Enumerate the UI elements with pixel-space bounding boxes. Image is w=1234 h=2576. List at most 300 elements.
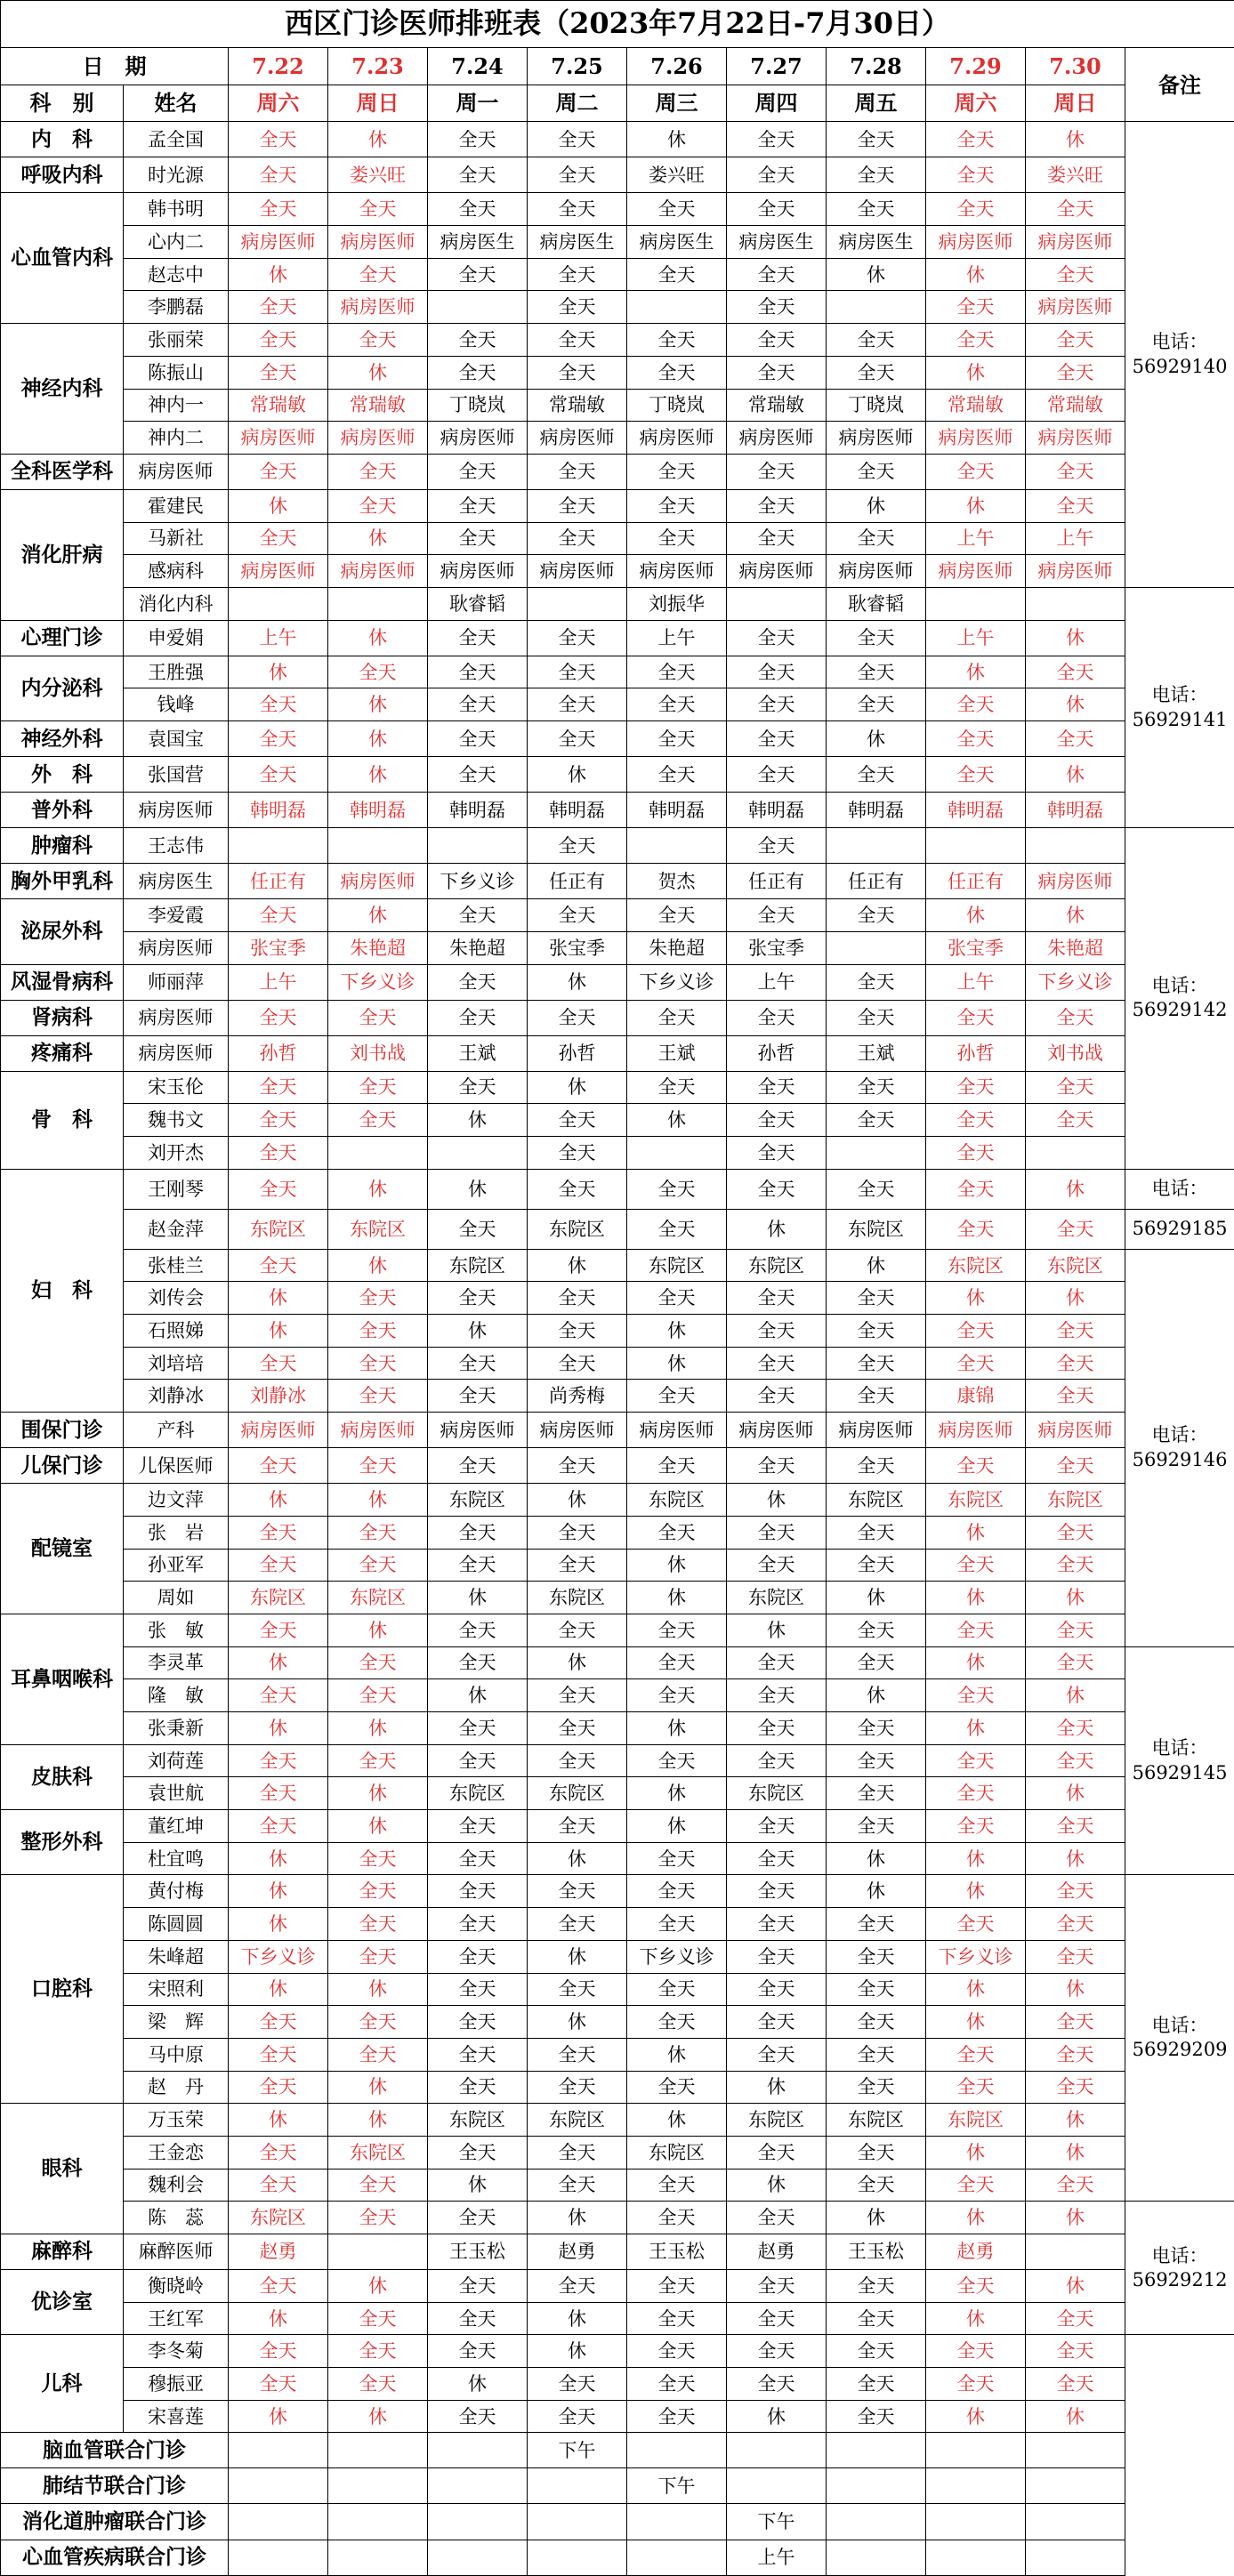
shift-cell [229, 2468, 328, 2504]
shift-cell: 病房医师 [328, 422, 428, 455]
shift-cell [328, 2468, 428, 2504]
shift-cell: 全天 [926, 157, 1026, 193]
shift-cell: 全天 [229, 1810, 328, 1843]
shift-cell: 全天 [827, 324, 926, 357]
shift-cell: 休 [428, 1679, 528, 1712]
shift-cell: 全天 [926, 1549, 1026, 1582]
doctor-name: 产科 [124, 1413, 229, 1448]
doctor-row [1, 620, 1234, 656]
doctor-row [1, 2270, 1234, 2303]
shift-cell [229, 2433, 328, 2468]
shift-cell: 全天 [1026, 1646, 1125, 1679]
shift-cell: 全天 [727, 2368, 827, 2401]
shift-cell: 休 [528, 2302, 627, 2335]
shift-cell: 休 [229, 1842, 328, 1875]
shift-cell: 全天 [627, 1209, 727, 1249]
shift-cell: 全天 [528, 489, 627, 522]
shift-cell: 休 [827, 721, 926, 757]
shift-cell [328, 2540, 428, 2576]
shift-cell: 全天 [1026, 1209, 1125, 1249]
shift-cell: 全天 [528, 1908, 627, 1941]
shift-cell [727, 2433, 827, 2468]
shift-cell: 休 [727, 2071, 827, 2104]
department-name: 风湿骨病科 [1, 964, 124, 1000]
shift-cell: 休 [827, 1249, 926, 1282]
doctor-row [1, 122, 1234, 157]
shift-cell [827, 828, 926, 864]
shift-cell [627, 291, 727, 324]
shift-cell: 休 [528, 2006, 627, 2039]
shift-cell: 东院区 [328, 1582, 428, 1614]
shift-cell: 全天 [1026, 1315, 1125, 1348]
department-name: 心血管内科 [1, 193, 124, 324]
doctor-row [1, 1448, 1234, 1484]
shift-cell: 全天 [727, 1104, 827, 1137]
shift-cell: 全天 [926, 1744, 1026, 1777]
shift-cell: 全天 [727, 454, 827, 489]
shift-cell: 全天 [827, 1810, 926, 1843]
shift-cell: 休 [926, 1582, 1026, 1614]
shift-cell [428, 2504, 528, 2540]
shift-cell: 休 [528, 1071, 627, 1104]
doctor-row [1, 721, 1234, 757]
shift-cell: 东院区 [229, 1582, 328, 1614]
doctor-row [1, 324, 1234, 357]
shift-cell: 全天 [229, 2270, 328, 2303]
phone-note: 电话：56929212 [1125, 2202, 1234, 2335]
doctor-name: 刘培培 [124, 1347, 229, 1380]
department-name: 呼吸内科 [1, 157, 124, 193]
shift-cell: 上午 [926, 964, 1026, 1000]
shift-cell: 全天 [428, 721, 528, 757]
doctor-row [1, 2302, 1234, 2335]
note-label: 备注 [1125, 48, 1234, 122]
shift-cell: 全天 [926, 1679, 1026, 1712]
shift-cell: 全天 [827, 1282, 926, 1315]
shift-cell [428, 2540, 528, 2576]
shift-cell: 朱艳超 [627, 931, 727, 964]
shift-cell: 全天 [528, 2169, 627, 2202]
doctor-name: 李灵革 [124, 1646, 229, 1679]
shift-cell: 休 [627, 1582, 727, 1614]
shift-cell: 全天 [428, 1347, 528, 1380]
shift-cell: 休 [328, 1614, 428, 1646]
doctor-row [1, 2104, 1234, 2137]
shift-cell: 全天 [428, 157, 528, 193]
shift-cell: 全天 [328, 324, 428, 357]
doctor-row [1, 522, 1234, 555]
shift-cell: 全天 [428, 1908, 528, 1941]
shift-cell: 全天 [528, 1810, 627, 1843]
joint-clinic-name: 脑血管联合门诊 [1, 2433, 229, 2468]
shift-cell: 全天 [528, 122, 627, 157]
shift-cell: 全天 [1026, 1744, 1125, 1777]
doctor-name: 黄付梅 [124, 1875, 229, 1908]
shift-cell: 全天 [627, 1842, 727, 1875]
doctor-name: 病房医师 [124, 793, 229, 828]
shift-cell: 全天 [328, 1679, 428, 1712]
shift-cell: 任正有 [229, 864, 328, 899]
shift-cell: 韩明磊 [827, 793, 926, 828]
shift-cell: 全天 [328, 1908, 428, 1941]
shift-cell: 全天 [827, 1712, 926, 1745]
doctor-name: 陈 蕊 [124, 2202, 229, 2234]
doctor-row [1, 1875, 1234, 1908]
shift-cell: 尚秀梅 [528, 1380, 627, 1413]
shift-cell: 休 [328, 122, 428, 157]
shift-cell: 东院区 [727, 1582, 827, 1614]
doctor-row [1, 2169, 1234, 2202]
shift-cell: 全天 [528, 1516, 627, 1549]
doctor-name: 韩书明 [124, 193, 229, 226]
shift-cell: 全天 [229, 1347, 328, 1380]
shift-cell: 病房医师 [1026, 226, 1125, 259]
shift-cell: 休 [627, 2104, 727, 2137]
shift-cell: 全天 [428, 1842, 528, 1875]
shift-cell: 休 [528, 1940, 627, 1973]
department-name: 整形外科 [1, 1810, 124, 1875]
shift-cell: 病房医师 [328, 1413, 428, 1448]
shift-cell: 全天 [229, 1516, 328, 1549]
shift-cell: 全天 [926, 324, 1026, 357]
shift-cell: 东院区 [428, 1777, 528, 1810]
shift-cell: 全天 [229, 522, 328, 555]
shift-cell: 全天 [528, 356, 627, 389]
shift-cell: 全天 [627, 2071, 727, 2104]
shift-cell [428, 1136, 528, 1169]
shift-cell: 全天 [1026, 2006, 1125, 2039]
shift-cell: 下午 [627, 2468, 727, 2504]
shift-cell: 全天 [229, 291, 328, 324]
shift-cell: 全天 [727, 1842, 827, 1875]
department-name: 肾病科 [1, 1000, 124, 1035]
shift-cell: 休 [328, 620, 428, 656]
shift-cell: 全天 [528, 2270, 627, 2303]
shift-cell: 上午 [727, 2540, 827, 2576]
shift-cell: 全天 [827, 1973, 926, 2006]
shift-cell: 休 [528, 964, 627, 1000]
doctor-name: 衡晓岭 [124, 2270, 229, 2303]
shift-cell: 病房医师 [727, 422, 827, 455]
doctor-row [1, 157, 1234, 193]
shift-cell: 全天 [229, 1744, 328, 1777]
shift-cell: 常瑞敏 [926, 389, 1026, 422]
shift-cell: 下乡义诊 [627, 1940, 727, 1973]
shift-cell [328, 2433, 428, 2468]
shift-cell: 休 [926, 258, 1026, 291]
doctor-row [1, 656, 1234, 688]
shift-cell: 全天 [229, 2071, 328, 2104]
shift-cell: 全天 [528, 1104, 627, 1137]
shift-cell: 韩明磊 [229, 793, 328, 828]
doctor-row [1, 1347, 1234, 1380]
doctor-row [1, 1209, 1234, 1249]
doctor-row [1, 828, 1234, 864]
phone-note: 56929185 [1125, 1209, 1234, 1249]
doctor-name: 时光源 [124, 157, 229, 193]
doctor-name: 宋照利 [124, 1973, 229, 2006]
doctor-row [1, 1484, 1234, 1517]
shift-cell: 全天 [1026, 1940, 1125, 1973]
shift-cell: 朱艳超 [328, 931, 428, 964]
shift-cell: 全天 [1026, 489, 1125, 522]
shift-cell: 全天 [827, 2071, 926, 2104]
shift-cell: 全天 [428, 356, 528, 389]
shift-cell: 休 [926, 1712, 1026, 1745]
shift-cell: 全天 [229, 688, 328, 721]
shift-cell: 全天 [727, 757, 827, 793]
doctor-name: 梁 辉 [124, 2006, 229, 2039]
shift-cell: 上午 [727, 964, 827, 1000]
shift-cell: 休 [1026, 1169, 1125, 1209]
shift-cell: 东院区 [1026, 1249, 1125, 1282]
phone-note: 电话：56929209 [1125, 1875, 1234, 2202]
shift-cell: 休 [827, 258, 926, 291]
joint-clinic-name: 心血管疾病联合门诊 [1, 2540, 229, 2576]
shift-cell: 全天 [328, 1315, 428, 1348]
shift-cell: 休 [926, 2202, 1026, 2234]
shift-cell [827, 1136, 926, 1169]
doctor-name: 马新社 [124, 522, 229, 555]
doctor-name: 病房医师 [124, 1000, 229, 1035]
department-name: 口腔科 [1, 1875, 124, 2104]
shift-cell: 全天 [229, 1448, 328, 1484]
shift-cell: 全天 [926, 2270, 1026, 2303]
shift-cell: 赵勇 [926, 2234, 1026, 2270]
schedule-body [1, 1, 1234, 2576]
doctor-row [1, 1712, 1234, 1745]
shift-cell: 休 [328, 1249, 428, 1282]
department-name: 内 科 [1, 122, 124, 157]
doctor-row [1, 1169, 1234, 1209]
shift-cell: 休 [827, 1679, 926, 1712]
shift-cell: 休 [627, 1104, 727, 1137]
department-name: 肿瘤科 [1, 828, 124, 864]
shift-cell: 休 [229, 1973, 328, 2006]
doctor-row [1, 931, 1234, 964]
doctor-name: 周如 [124, 1582, 229, 1614]
shift-cell: 全天 [1026, 454, 1125, 489]
shift-cell: 病房医生 [827, 226, 926, 259]
shift-cell: 全天 [827, 2368, 926, 2401]
shift-cell [528, 2504, 627, 2540]
shift-cell: 病房医师 [627, 1413, 727, 1448]
shift-cell: 东院区 [627, 1249, 727, 1282]
shift-cell [229, 2540, 328, 2576]
shift-cell: 全天 [727, 1875, 827, 1908]
shift-cell: 全天 [229, 757, 328, 793]
shift-cell: 全天 [229, 193, 328, 226]
department-name: 儿保门诊 [1, 1448, 124, 1484]
shift-cell: 病房医师 [627, 422, 727, 455]
shift-cell: 下乡义诊 [229, 1940, 328, 1973]
phone-note: 电话：56929140 [1125, 122, 1234, 588]
shift-cell: 全天 [428, 1744, 528, 1777]
shift-cell: 全天 [827, 1448, 926, 1484]
shift-cell: 全天 [827, 1071, 926, 1104]
shift-cell: 全天 [528, 324, 627, 357]
shift-cell: 全天 [926, 193, 1026, 226]
shift-cell: 张宝季 [528, 931, 627, 964]
shift-cell: 全天 [229, 1777, 328, 1810]
shift-cell: 休 [727, 1484, 827, 1517]
doctor-row [1, 2368, 1234, 2401]
shift-cell: 全天 [727, 1908, 827, 1941]
header-date: 7.22 [229, 48, 328, 85]
shift-cell: 常瑞敏 [1026, 389, 1125, 422]
shift-cell: 休 [229, 656, 328, 688]
doctor-row [1, 1582, 1234, 1614]
doctor-name: 李鹏磊 [124, 291, 229, 324]
shift-cell [1026, 2540, 1125, 2576]
shift-cell: 休 [1026, 2400, 1125, 2433]
header-weekday: 周六 [229, 85, 328, 122]
shift-cell: 休 [229, 1484, 328, 1517]
shift-cell: 休 [328, 1484, 428, 1517]
shift-cell: 全天 [328, 1000, 428, 1035]
doctor-name: 宋喜莲 [124, 2400, 229, 2433]
shift-cell: 全天 [926, 1777, 1026, 1810]
shift-cell: 全天 [627, 1071, 727, 1104]
shift-cell: 病房医师 [229, 226, 328, 259]
department-name: 内分泌科 [1, 656, 124, 720]
shift-cell: 孙哲 [229, 1035, 328, 1071]
doctor-row [1, 1249, 1234, 1282]
shift-cell: 全天 [827, 1614, 926, 1646]
shift-cell: 全天 [926, 1000, 1026, 1035]
shift-cell: 全天 [428, 2335, 528, 2368]
shift-cell: 休 [328, 1777, 428, 1810]
doctor-name: 刘荷莲 [124, 1744, 229, 1777]
shift-cell: 全天 [229, 2169, 328, 2202]
shift-cell: 病房医生 [627, 226, 727, 259]
shift-cell: 全天 [428, 757, 528, 793]
shift-cell: 东院区 [328, 1209, 428, 1249]
shift-cell: 全天 [528, 2136, 627, 2169]
doctor-row [1, 422, 1234, 455]
shift-cell [328, 1136, 428, 1169]
shift-cell: 休 [428, 1169, 528, 1209]
joint-clinic-name: 肺结节联合门诊 [1, 2468, 229, 2504]
department-name: 全科医学科 [1, 454, 124, 489]
shift-cell [827, 931, 926, 964]
shift-cell: 全天 [627, 2006, 727, 2039]
shift-cell: 休 [528, 1249, 627, 1282]
doctor-name: 石照娣 [124, 1315, 229, 1348]
header-weekday: 周四 [727, 85, 827, 122]
shift-cell [627, 2540, 727, 2576]
shift-cell: 休 [627, 1712, 727, 1745]
department-name: 眼科 [1, 2104, 124, 2234]
shift-cell: 全天 [727, 1679, 827, 1712]
shift-cell: 全天 [229, 1136, 328, 1169]
header-weekday: 周二 [528, 85, 627, 122]
shift-cell [827, 2468, 926, 2504]
shift-cell: 全天 [1026, 1875, 1125, 1908]
shift-cell: 下乡义诊 [1026, 964, 1125, 1000]
shift-cell: 全天 [627, 2400, 727, 2433]
shift-cell: 病房医师 [229, 1413, 328, 1448]
shift-cell: 全天 [926, 454, 1026, 489]
shift-cell: 休 [328, 2400, 428, 2433]
shift-cell: 东院区 [926, 1249, 1026, 1282]
shift-cell: 休 [1026, 1679, 1125, 1712]
shift-cell [827, 2540, 926, 2576]
doctor-name: 朱峰超 [124, 1940, 229, 1973]
shift-cell: 全天 [1026, 1712, 1125, 1745]
shift-cell: 病房医师 [328, 291, 428, 324]
header-date: 7.24 [428, 48, 528, 85]
shift-cell: 全天 [528, 620, 627, 656]
shift-cell: 全天 [627, 356, 727, 389]
shift-cell: 东院区 [727, 1777, 827, 1810]
shift-cell: 全天 [528, 2038, 627, 2071]
shift-cell: 全天 [627, 454, 727, 489]
shift-cell: 全天 [827, 2136, 926, 2169]
shift-cell: 全天 [926, 757, 1026, 793]
shift-cell: 丁晓岚 [627, 389, 727, 422]
shift-cell: 全天 [1026, 193, 1125, 226]
shift-cell: 全天 [528, 1614, 627, 1646]
shift-cell: 全天 [229, 2368, 328, 2401]
doctor-name: 刘开杰 [124, 1136, 229, 1169]
shift-cell: 全天 [528, 2400, 627, 2433]
shift-cell: 全天 [428, 324, 528, 357]
shift-cell: 全天 [827, 2270, 926, 2303]
shift-cell: 下乡义诊 [328, 964, 428, 1000]
shift-cell: 全天 [528, 522, 627, 555]
shift-cell: 休 [229, 1282, 328, 1315]
shift-cell: 休 [1026, 899, 1125, 932]
shift-cell: 全天 [827, 2006, 926, 2039]
shift-cell: 全天 [727, 656, 827, 688]
shift-cell: 全天 [528, 899, 627, 932]
shift-cell: 张宝季 [229, 931, 328, 964]
shift-cell: 全天 [627, 757, 727, 793]
department-name: 骨 科 [1, 1071, 124, 1169]
shift-cell: 全天 [727, 258, 827, 291]
shift-cell: 全天 [727, 1940, 827, 1973]
shift-cell: 休 [827, 2202, 926, 2234]
doctor-row [1, 2136, 1234, 2169]
shift-cell: 全天 [627, 522, 727, 555]
header-date: 7.25 [528, 48, 627, 85]
doctor-name: 儿保医师 [124, 1448, 229, 1484]
joint-clinic-row [1, 2540, 1234, 2576]
shift-cell: 休 [1026, 620, 1125, 656]
shift-cell: 全天 [229, 324, 328, 357]
shift-cell: 全天 [528, 1679, 627, 1712]
shift-cell: 休 [1026, 757, 1125, 793]
doctor-row [1, 1413, 1234, 1448]
shift-cell: 全天 [528, 193, 627, 226]
doctor-name: 王胜强 [124, 656, 229, 688]
shift-cell: 休 [727, 1209, 827, 1249]
shift-cell: 全天 [727, 1810, 827, 1843]
doctor-row [1, 2038, 1234, 2071]
shift-cell: 休 [827, 1842, 926, 1875]
shift-cell: 全天 [727, 2006, 827, 2039]
shift-cell: 休 [428, 1315, 528, 1348]
shift-cell: 韩明磊 [328, 793, 428, 828]
shift-cell: 休 [727, 2400, 827, 2433]
shift-cell: 休 [627, 1315, 727, 1348]
shift-cell: 病房医生 [727, 226, 827, 259]
doctor-row [1, 688, 1234, 721]
shift-cell: 东院区 [827, 1209, 926, 1249]
shift-cell: 病房医师 [528, 555, 627, 588]
shift-cell: 休 [1026, 2104, 1125, 2137]
